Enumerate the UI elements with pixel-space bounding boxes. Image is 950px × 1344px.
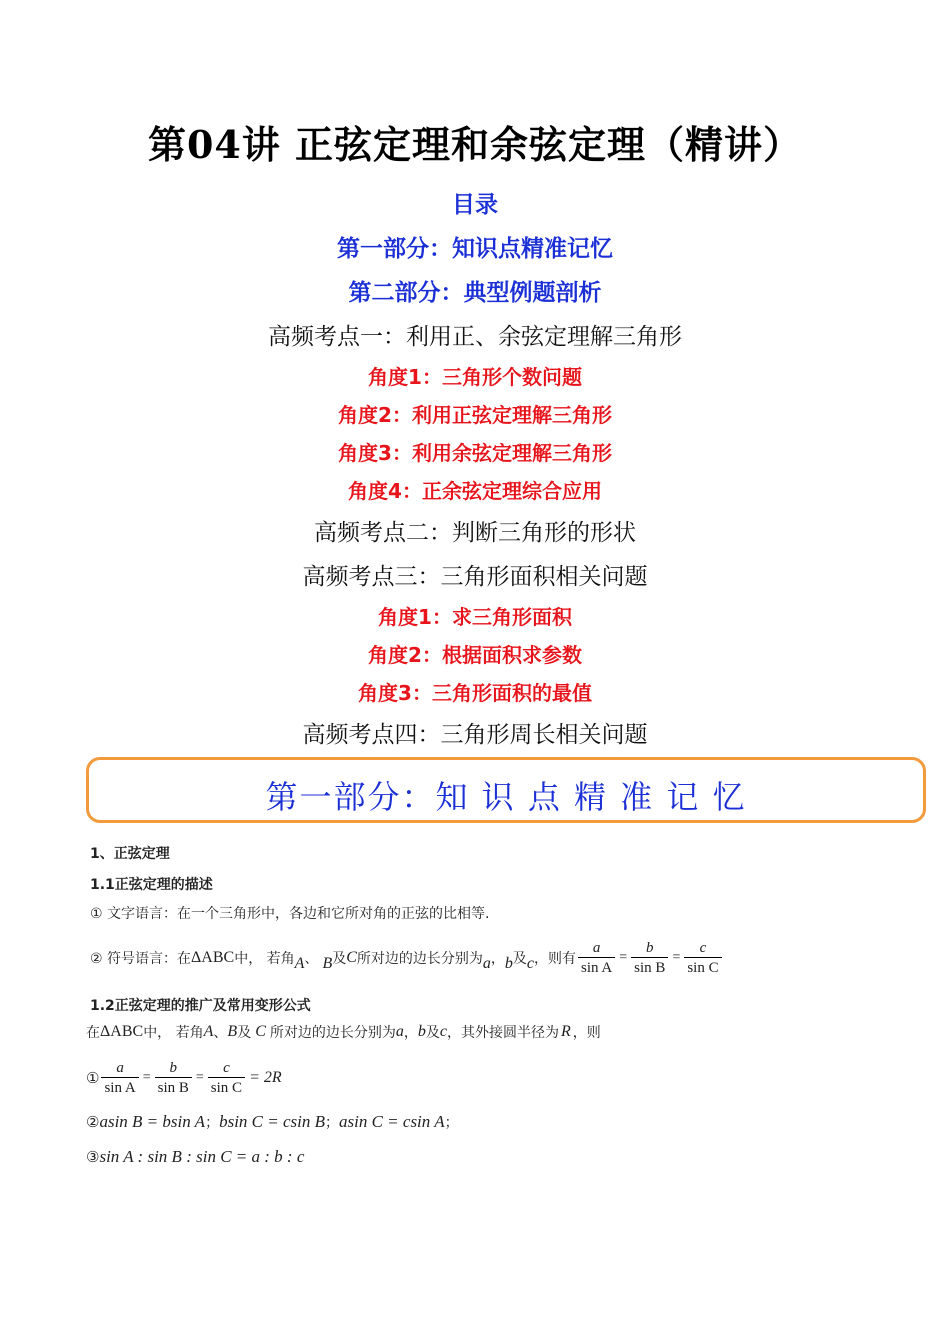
formula-mark: ①	[86, 1069, 100, 1087]
text-segment: 、	[213, 1025, 228, 1041]
lead-text: ② 符号语言：在	[90, 951, 192, 967]
fraction-den: sin A	[101, 1077, 138, 1098]
fraction-den: sin A	[578, 957, 615, 978]
fraction-den: sin B	[631, 957, 668, 978]
separator: ；	[444, 1115, 459, 1131]
fraction-den: sin C	[684, 957, 721, 978]
equation: asin C = csin A	[339, 1112, 445, 1131]
equation: bsin C = csin B	[219, 1112, 325, 1131]
text-segment: 所对边的边长分别为	[356, 951, 483, 967]
text-segment: 中， 若角	[234, 951, 295, 967]
angle-C: C	[346, 949, 357, 966]
text-segment: 中， 若角	[143, 1025, 204, 1041]
toc-item[interactable]: 高频考点二：判断三角形的形状	[314, 520, 636, 546]
fraction-den: sin B	[155, 1077, 192, 1098]
side-c: c	[439, 1023, 447, 1040]
equation: sin A : sin B : sin C = a : b : c	[99, 1147, 305, 1166]
equation: asin B = bsin A	[99, 1112, 206, 1131]
fraction-num: c	[223, 1059, 230, 1076]
toc-item[interactable]: 角度1：三角形个数问题	[368, 365, 582, 389]
side-b: b	[504, 955, 513, 972]
text-segment: ，则	[572, 1025, 601, 1041]
text-segment: ，其外接圆半径为	[446, 1025, 559, 1041]
fraction-b	[631, 939, 668, 978]
toc-item[interactable]: 角度3：利用余弦定理解三角形	[338, 441, 612, 465]
angle-B: B	[322, 955, 333, 972]
formula-2	[86, 1112, 459, 1132]
text-segment: ，则有	[534, 951, 576, 967]
formula-1	[86, 1056, 282, 1100]
text-segment: 及	[512, 951, 527, 967]
section-banner	[86, 757, 926, 823]
toc-item[interactable]: 角度1：求三角形面积	[378, 605, 572, 629]
text-segment: 、	[304, 951, 319, 967]
formula-3	[86, 1147, 304, 1167]
text-segment: ，	[490, 951, 505, 967]
separator: ；	[205, 1115, 220, 1131]
fraction-b	[155, 1059, 192, 1098]
formula-rhs: = 2R	[249, 1069, 282, 1086]
fraction-num: a	[116, 1059, 124, 1076]
heading-sine-law: 1、正弦定理	[90, 846, 170, 862]
equals-sign: =	[195, 1070, 204, 1085]
toc-item[interactable]: 高频考点三：三角形面积相关问题	[302, 564, 648, 590]
subheading-extensions: 1.2正弦定理的推广及常用变形公式	[90, 998, 311, 1014]
toc-item[interactable]: 角度4：正余弦定理综合应用	[348, 479, 602, 503]
fraction-c	[208, 1059, 245, 1098]
angle-A: A	[294, 955, 305, 972]
angle-A: A	[203, 1023, 214, 1040]
toc-item[interactable]: 角度2：根据面积求参数	[368, 643, 582, 667]
toc-part2-link[interactable]: 第二部分：典型例题剖析	[348, 280, 602, 306]
fraction-num: a	[592, 939, 601, 956]
text-segment: 所对边的边长分别为	[269, 1025, 396, 1041]
side-a: a	[395, 1023, 404, 1040]
fraction-num: b	[646, 939, 654, 956]
formula-mark: ③	[86, 1148, 100, 1166]
equals-sign: =	[142, 1070, 151, 1085]
triangle-symbol: ΔABC	[191, 949, 235, 966]
section-banner-title: 第一部分：知 识 点 精 准 记 忆	[265, 778, 747, 816]
angle-B: B	[227, 1023, 238, 1040]
fraction-num: c	[699, 939, 707, 956]
fraction-num: b	[169, 1059, 177, 1076]
subheading-description: 1.1正弦定理的描述	[90, 877, 213, 893]
radius-R: R	[560, 1023, 571, 1040]
lead-text: 在	[86, 1025, 100, 1041]
fraction-c	[684, 939, 721, 978]
fraction-a	[101, 1059, 138, 1098]
triangle-symbol: ΔABC	[100, 1023, 144, 1040]
extension-line	[86, 1022, 601, 1042]
equals-sign: =	[619, 950, 628, 965]
fraction-den: sin C	[208, 1077, 245, 1098]
formula-mark: ②	[86, 1113, 100, 1131]
text-segment: 及	[237, 1025, 252, 1041]
toc-item[interactable]: 角度3：三角形面积的最值	[358, 681, 592, 705]
angle-C: C	[255, 1023, 266, 1040]
symbol-language-line	[90, 936, 724, 980]
equals-sign: =	[672, 950, 681, 965]
separator: ；	[325, 1115, 339, 1131]
toc-item[interactable]: 角度2：利用正弦定理解三角形	[338, 403, 612, 427]
side-b: b	[417, 1023, 426, 1040]
text-language-line: ① 文字语言：在一个三角形中，各边和它所对角的正弦的比相等.	[90, 906, 490, 922]
text-segment: 及	[332, 951, 347, 967]
toc-part1-link[interactable]: 第一部分：知识点精准记忆	[337, 236, 613, 262]
toc-item[interactable]: 高频考点一：利用正、余弦定理解三角形	[268, 324, 682, 350]
fraction-a	[578, 939, 615, 978]
side-c: c	[526, 955, 534, 972]
text-segment: 及	[425, 1025, 440, 1041]
toc-heading: 目录	[452, 192, 498, 218]
text-segment: ，	[403, 1025, 418, 1041]
page-title: 第04讲 正弦定理和余弦定理（精讲）	[147, 122, 803, 167]
side-a: a	[482, 955, 491, 972]
toc-item[interactable]: 高频考点四：三角形周长相关问题	[302, 722, 648, 748]
